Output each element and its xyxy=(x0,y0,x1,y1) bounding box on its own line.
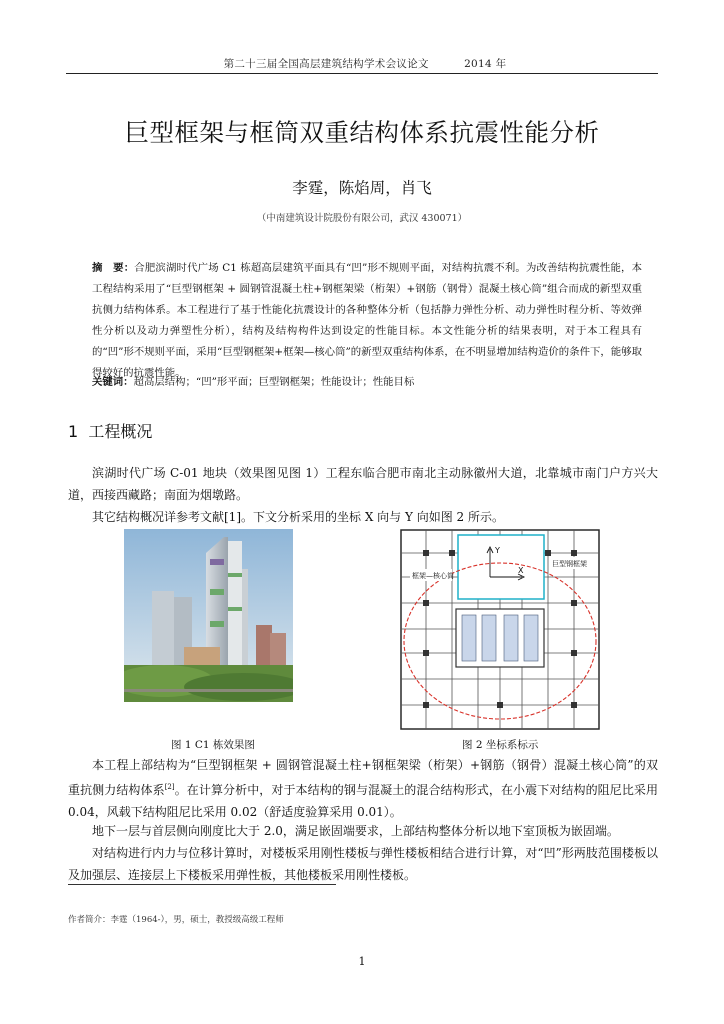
abstract xyxy=(92,258,642,384)
paragraph-1: 滨湖时代广场 C-01 地块（效果图见图 1）工程东临合肥市南北主动脉徽州大道，北靠城市南门户方兴大道，西接西藏路；南面为烟墩路。 xyxy=(68,466,658,502)
figure-2-plan xyxy=(400,529,600,730)
section-number: 1 xyxy=(68,422,79,441)
affiliation: （中南建筑设计院股份有限公司，武汉 430071） xyxy=(256,213,468,224)
keywords-label: 关键词： xyxy=(92,376,134,388)
paragraph-3 xyxy=(68,754,658,823)
label-frame-core: 框架—核心筒 xyxy=(412,572,454,580)
axis-y-label: Y xyxy=(495,546,500,555)
figure-2-caption: 图 2 坐标系标示 xyxy=(462,739,539,751)
figure-1-caption: 图 1 C1 栋效果图 xyxy=(171,739,255,751)
paragraph-2: 其它结构概况详参考文献[1]。下文分析采用的坐标 X 向与 Y 向如图 2 所示。 xyxy=(92,510,504,524)
plan-drawing xyxy=(400,529,600,730)
paragraph-3-text-a: 本工程上部结构为“巨型钢框架 + 圆钢管混凝土柱+钢框架梁（桁架）+钢筋（钢骨）混凝土核心筒”的双重抗侧力结构体系 xyxy=(68,758,658,797)
section-title: 工程概况 xyxy=(88,422,153,441)
footnote: 作者简介：李霆（1964-），男，硕士，教授级高级工程师 xyxy=(68,915,284,925)
footnote-rule xyxy=(68,884,336,885)
abstract-label: 摘 要： xyxy=(92,262,135,274)
paragraph-5: 对结构进行内力与位移计算时，对楼板采用刚性楼板与弹性楼板相结合进行计算，对“凹”形两肢范围楼板以及加强层、连接层上下楼板采用弹性板，其他楼板采用刚性楼板。 xyxy=(68,846,658,882)
header-text: 第二十三届全国高层建筑结构学术会议论文 xyxy=(223,58,429,70)
keywords-text: 超高层结构；“凹”形平面；巨型钢框架；性能设计；性能目标 xyxy=(133,376,415,388)
figure-1-rendering xyxy=(124,529,293,702)
header-year: 2014 年 xyxy=(464,58,507,70)
running-header xyxy=(70,56,660,71)
abstract-text: 合肥滨湖时代广场 C1 栋超高层建筑平面具有“凹”形不规则平面，对结构抗震不利。为改善结构抗震性能，本工程结构采用了“巨型钢框架 + 圆钢管混凝土柱+钢框架梁（桁架）+钢筋（钢骨）混凝土核心筒”组合而成的新型双重抗侧力结构体系。本工程进行了基于性能化抗震设计的各种整体分析（包括静力弹性分析、动力弹性时程分析、等效弹性分析以及动力弹塑性分析），结构及结构构件达到设定的性能目标。本文性能分析的结果表明，对于本工程具有的“凹”形不规则平面，采用“巨型钢框架+框架—核心筒”的新型双重结构体系，在不明显增加结构造价的条件下，能够取得较好的抗震性能。 xyxy=(92,262,642,379)
authors: 李霆，陈焰周，肖飞 xyxy=(292,179,432,197)
section-heading xyxy=(68,419,152,442)
paragraph-3-text-b: 。在计算分析中，对于本结构的钢与混凝土的混合结构形式，在小震下对结构的阻尼比采用 0.04，风载下结构阻尼比采用 0.02（舒适度验算采用 0.01）。 xyxy=(68,783,658,819)
citation-2: [2] xyxy=(164,783,175,791)
header-rule xyxy=(66,73,658,74)
keywords xyxy=(92,373,642,388)
page-number: 1 xyxy=(358,955,366,968)
paper-title: 巨型框架与框筒双重结构体系抗震性能分析 xyxy=(124,118,600,147)
paragraph-4: 地下一层与首层侧向刚度比大于 2.0，满足嵌固端要求，上部结构整体分析以地下室顶板为嵌固端。 xyxy=(92,824,619,838)
axis-x-label: X xyxy=(518,566,524,575)
label-mega-frame: 巨型钢框架 xyxy=(552,560,587,568)
tower-rendering-image xyxy=(124,529,293,702)
